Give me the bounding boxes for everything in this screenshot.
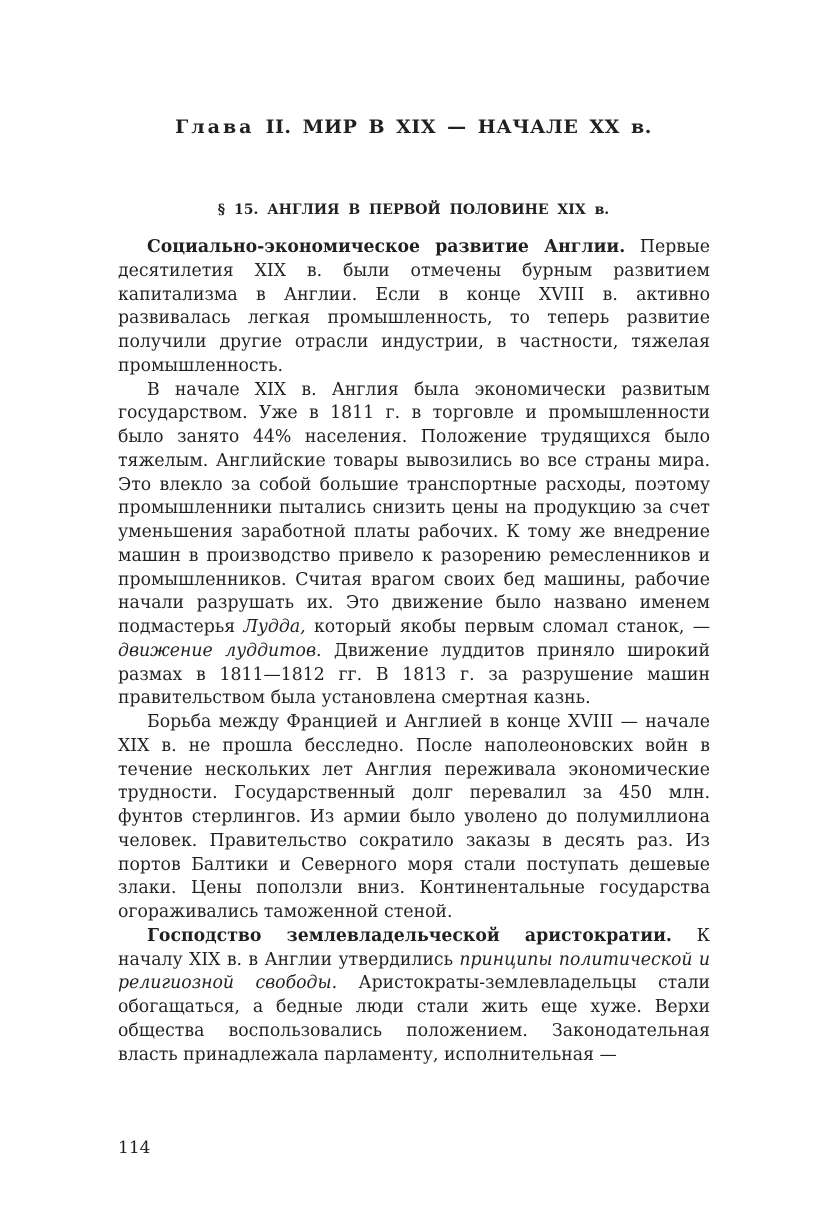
paragraph-2-emphasis-2: движение луддитов. xyxy=(118,640,322,661)
paragraph-4-lead: Господство землевладельческой аристократии. xyxy=(147,925,672,946)
page-number: 114 xyxy=(118,1138,151,1158)
chapter-numeral: II. xyxy=(265,116,292,138)
section-title: § 15. АНГЛИЯ В ПЕРВОЙ ПОЛОВИНЕ XIX в. xyxy=(217,202,610,218)
chapter-title xyxy=(0,116,827,138)
paragraph-3 xyxy=(118,711,710,925)
paragraph-2-text-1: В начале XIX в. Англия была экономически развитым государством. Уже в 1811 г. в торговле и промышленности было занято 44% населения. Положение трудящихся было тяжелым. Английские товары вывозились во все страны мира. Это влекло за собой большие транспортные расходы, поэтому промышленники пытались снизить цены на продукцию за счет уменьшения заработной платы рабочих. К тому же внедрение машин в производство привело к разорению ремесленников и промышленников. Считая врагом своих бед машины, рабочие начали разрушать их. Это движение было названо именем подмастерья xyxy=(118,379,710,637)
paragraph-2-text-3: Движение луддитов приняло широкий размах в 1811—1812 гг. В 1813 г. за разрушение машин правительством была установлена смертная казнь. xyxy=(118,640,710,709)
paragraph-4-emphasis-1: принципы политической и религиозной свободы. xyxy=(118,949,710,994)
chapter-heading: МИР В XIX — НАЧАЛЕ XX в. xyxy=(302,116,652,138)
paragraph-1-lead: Социально-экономическое развитие Англии. xyxy=(147,237,626,257)
paragraph-4-text-2: Аристократы-землевладельцы стали обогащаться, а бедные люди стали жить еще хуже. Верхи общества воспользовались положением. Законодательная власть принадлежала парламенту, исполнительная — xyxy=(118,973,710,1065)
paragraph-2 xyxy=(118,379,710,712)
body-text xyxy=(118,236,710,1067)
chapter-prefix: Глава xyxy=(175,116,255,138)
paragraph-1 xyxy=(118,236,710,379)
paragraph-1-text: Первые десятилетия XIX в. были отмечены бурным развитием капитализма в Англии. Если в конце XVIII в. активно развивалась легкая промышленность, то теперь развитие получили другие отрасли индустрии, в частности, тяжелая промышленность. xyxy=(118,237,710,376)
paragraph-2-text-2: который якобы первым сломал станок, — xyxy=(305,617,710,637)
paragraph-3-text: Борьба между Францией и Англией в конце XVIII — начале XIX в. не прошла бесследно. После наполеоновских войн в течение нескольких лет Англия переживала экономические трудности. Государственный долг перевалил за 450 млн. фунтов стерлингов. Из армии было уволено до полумиллиона человек. Правительство сократило заказы в десять раз. Из портов Балтики и Северного моря стали поступать дешевые злаки. Цены поползли вниз. Континентальные государства огораживались таможенной стеной. xyxy=(118,712,710,922)
paragraph-4 xyxy=(118,925,710,1068)
paragraph-4-text-1: К началу XIX в. в Англии утвердились xyxy=(118,925,710,970)
paragraph-2-emphasis-1: Лудда, xyxy=(243,617,306,637)
